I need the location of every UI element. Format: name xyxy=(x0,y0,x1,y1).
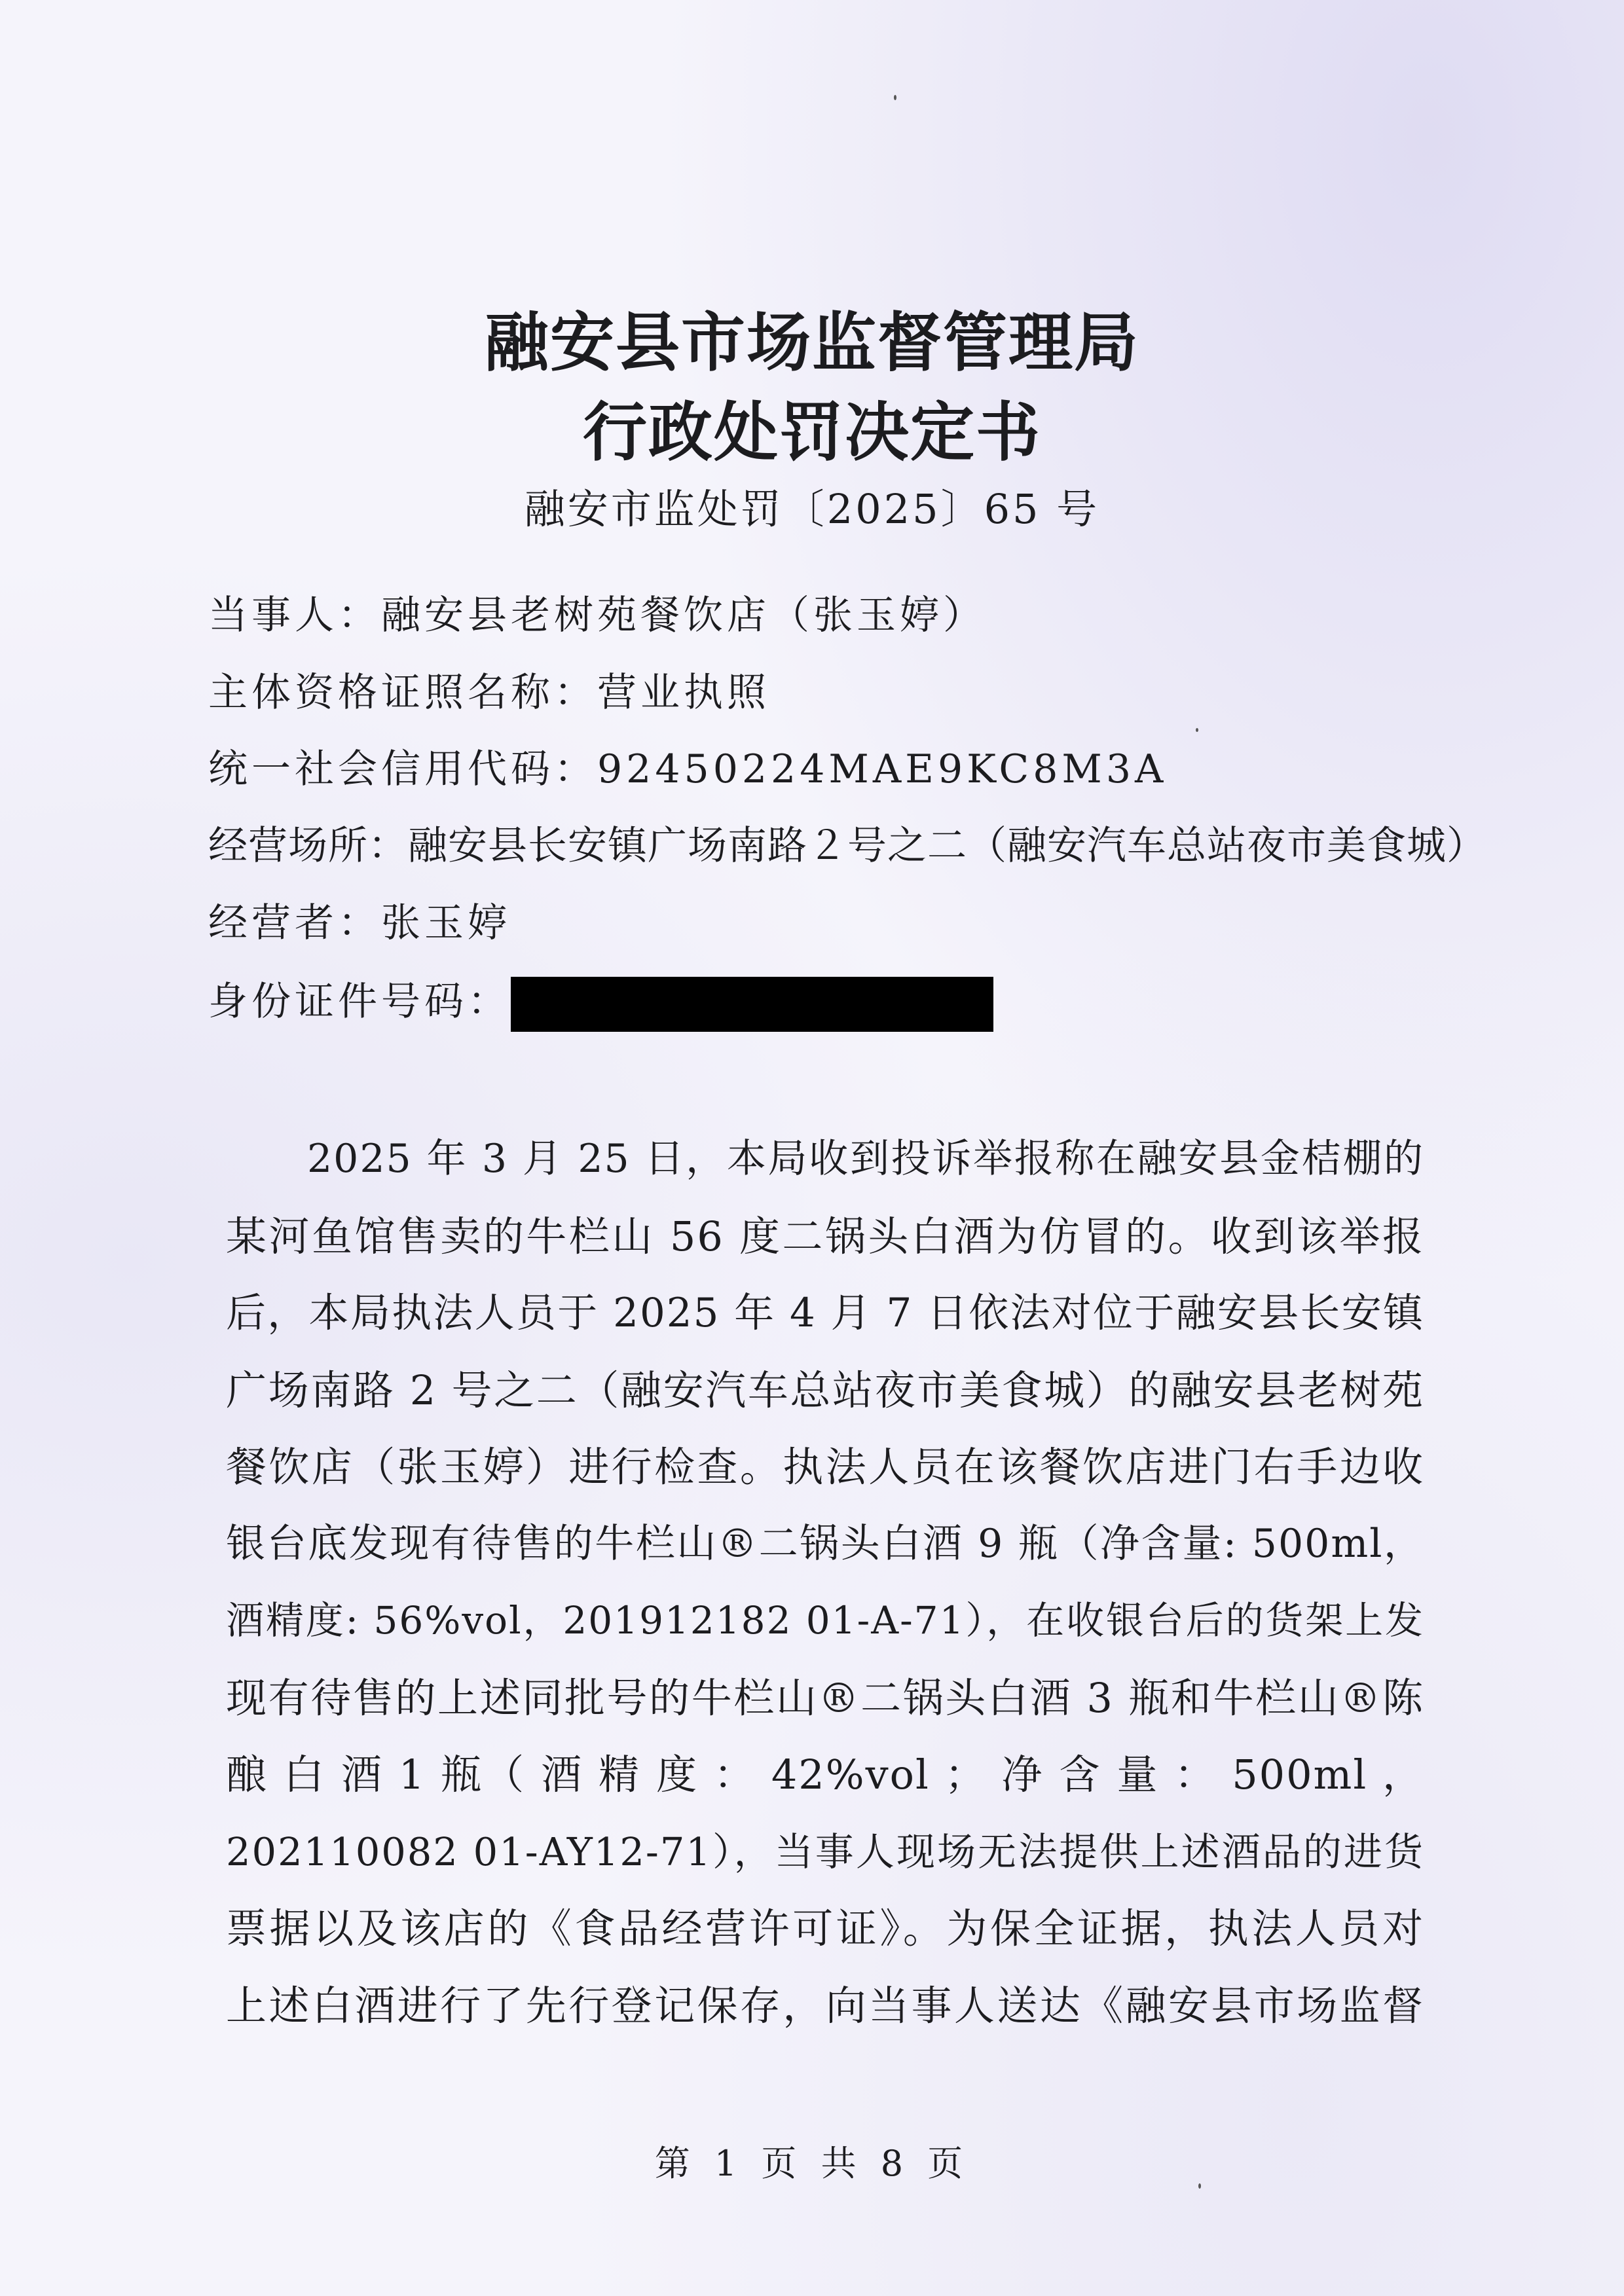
body-line: 后，本局执法人员于 2025 年 4 月 7 日依法对位于融安县长安镇 xyxy=(226,1290,1424,1336)
body-line: 202110082 01-AY12-71），当事人现场无法提供上述酒品的进货 xyxy=(226,1829,1424,1874)
party-name-value: 融安县老树苑餐饮店（张玉婷） xyxy=(381,592,986,638)
business-address-label: 经营场所： xyxy=(208,823,408,869)
credit-code-value: 92450224MAE9KC8M3A xyxy=(597,746,1168,792)
license-name-row xyxy=(208,666,1518,719)
body-line: 广场南路 2 号之二（融安汽车总站夜市美食城）的融安县老树苑 xyxy=(226,1366,1424,1414)
body-line: 银台底发现有待售的牛栏山®二锅头白酒 9 瓶（净含量: 500ml， xyxy=(226,1520,1424,1567)
id-number-redaction-box xyxy=(511,977,993,1032)
id-number-label: 身份证件号码： xyxy=(208,979,511,1025)
body-line: 酒精度: 56%vol，201912182 01-A-71），在收银台后的货架上发 xyxy=(226,1598,1424,1643)
party-name-label: 当事人： xyxy=(208,592,381,638)
scan-speck xyxy=(1196,728,1198,732)
operator-value: 张玉婷 xyxy=(381,900,511,946)
license-name-label: 主体资格证照名称： xyxy=(208,670,597,716)
business-address-value: 融安县长安镇广场南路２号之二（融安汽车总站夜市美食城） xyxy=(408,823,1486,869)
case-body-paragraph xyxy=(226,1121,1424,2044)
body-line: 酿 白 酒 1 瓶（ 酒 精 度 ： 42%vol ； 净 含 量 ： 500ml ， xyxy=(226,1751,1424,1798)
scan-speck xyxy=(894,95,896,100)
document-number: 融安市监处罚〔2025〕65 号 xyxy=(524,485,1100,533)
body-line: 现有待售的上述同批号的牛栏山®二锅头白酒 3 瓶和牛栏山®陈 xyxy=(226,1673,1424,1722)
body-line: 餐饮店（张玉婷）进行检查。执法人员在该餐饮店进门右手边收 xyxy=(226,1443,1424,1491)
document-type-title: 行政处罚决定书 xyxy=(582,395,1041,470)
page-number-footer: 第 1 页 共 8 页 xyxy=(654,2143,970,2184)
id-number-row xyxy=(208,975,1518,1028)
party-name-row xyxy=(208,589,1518,642)
credit-code-row xyxy=(208,743,1518,795)
credit-code-label: 统一社会信用代码： xyxy=(208,746,597,792)
body-line: 2025 年 3 月 25 日，本局收到投诉举报称在融安县金桔棚的 xyxy=(307,1136,1424,1182)
license-name-value: 营业执照 xyxy=(597,670,770,716)
body-line: 票据以及该店的《食品经营许可证》。为保全证据，执法人员对 xyxy=(226,1904,1424,1952)
scan-speck xyxy=(1198,2183,1201,2189)
agency-title: 融安县市场监督管理局 xyxy=(484,305,1139,380)
operator-row xyxy=(208,897,1518,949)
body-line: 某河鱼馆售卖的牛栏山 56 度二锅头白酒为仿冒的。收到该举报 xyxy=(226,1212,1424,1260)
operator-label: 经营者： xyxy=(208,900,381,946)
business-address-row xyxy=(208,820,1518,872)
body-line: 上述白酒进行了先行登记保存，向当事人送达《融安县市场监督 xyxy=(226,1981,1424,2030)
